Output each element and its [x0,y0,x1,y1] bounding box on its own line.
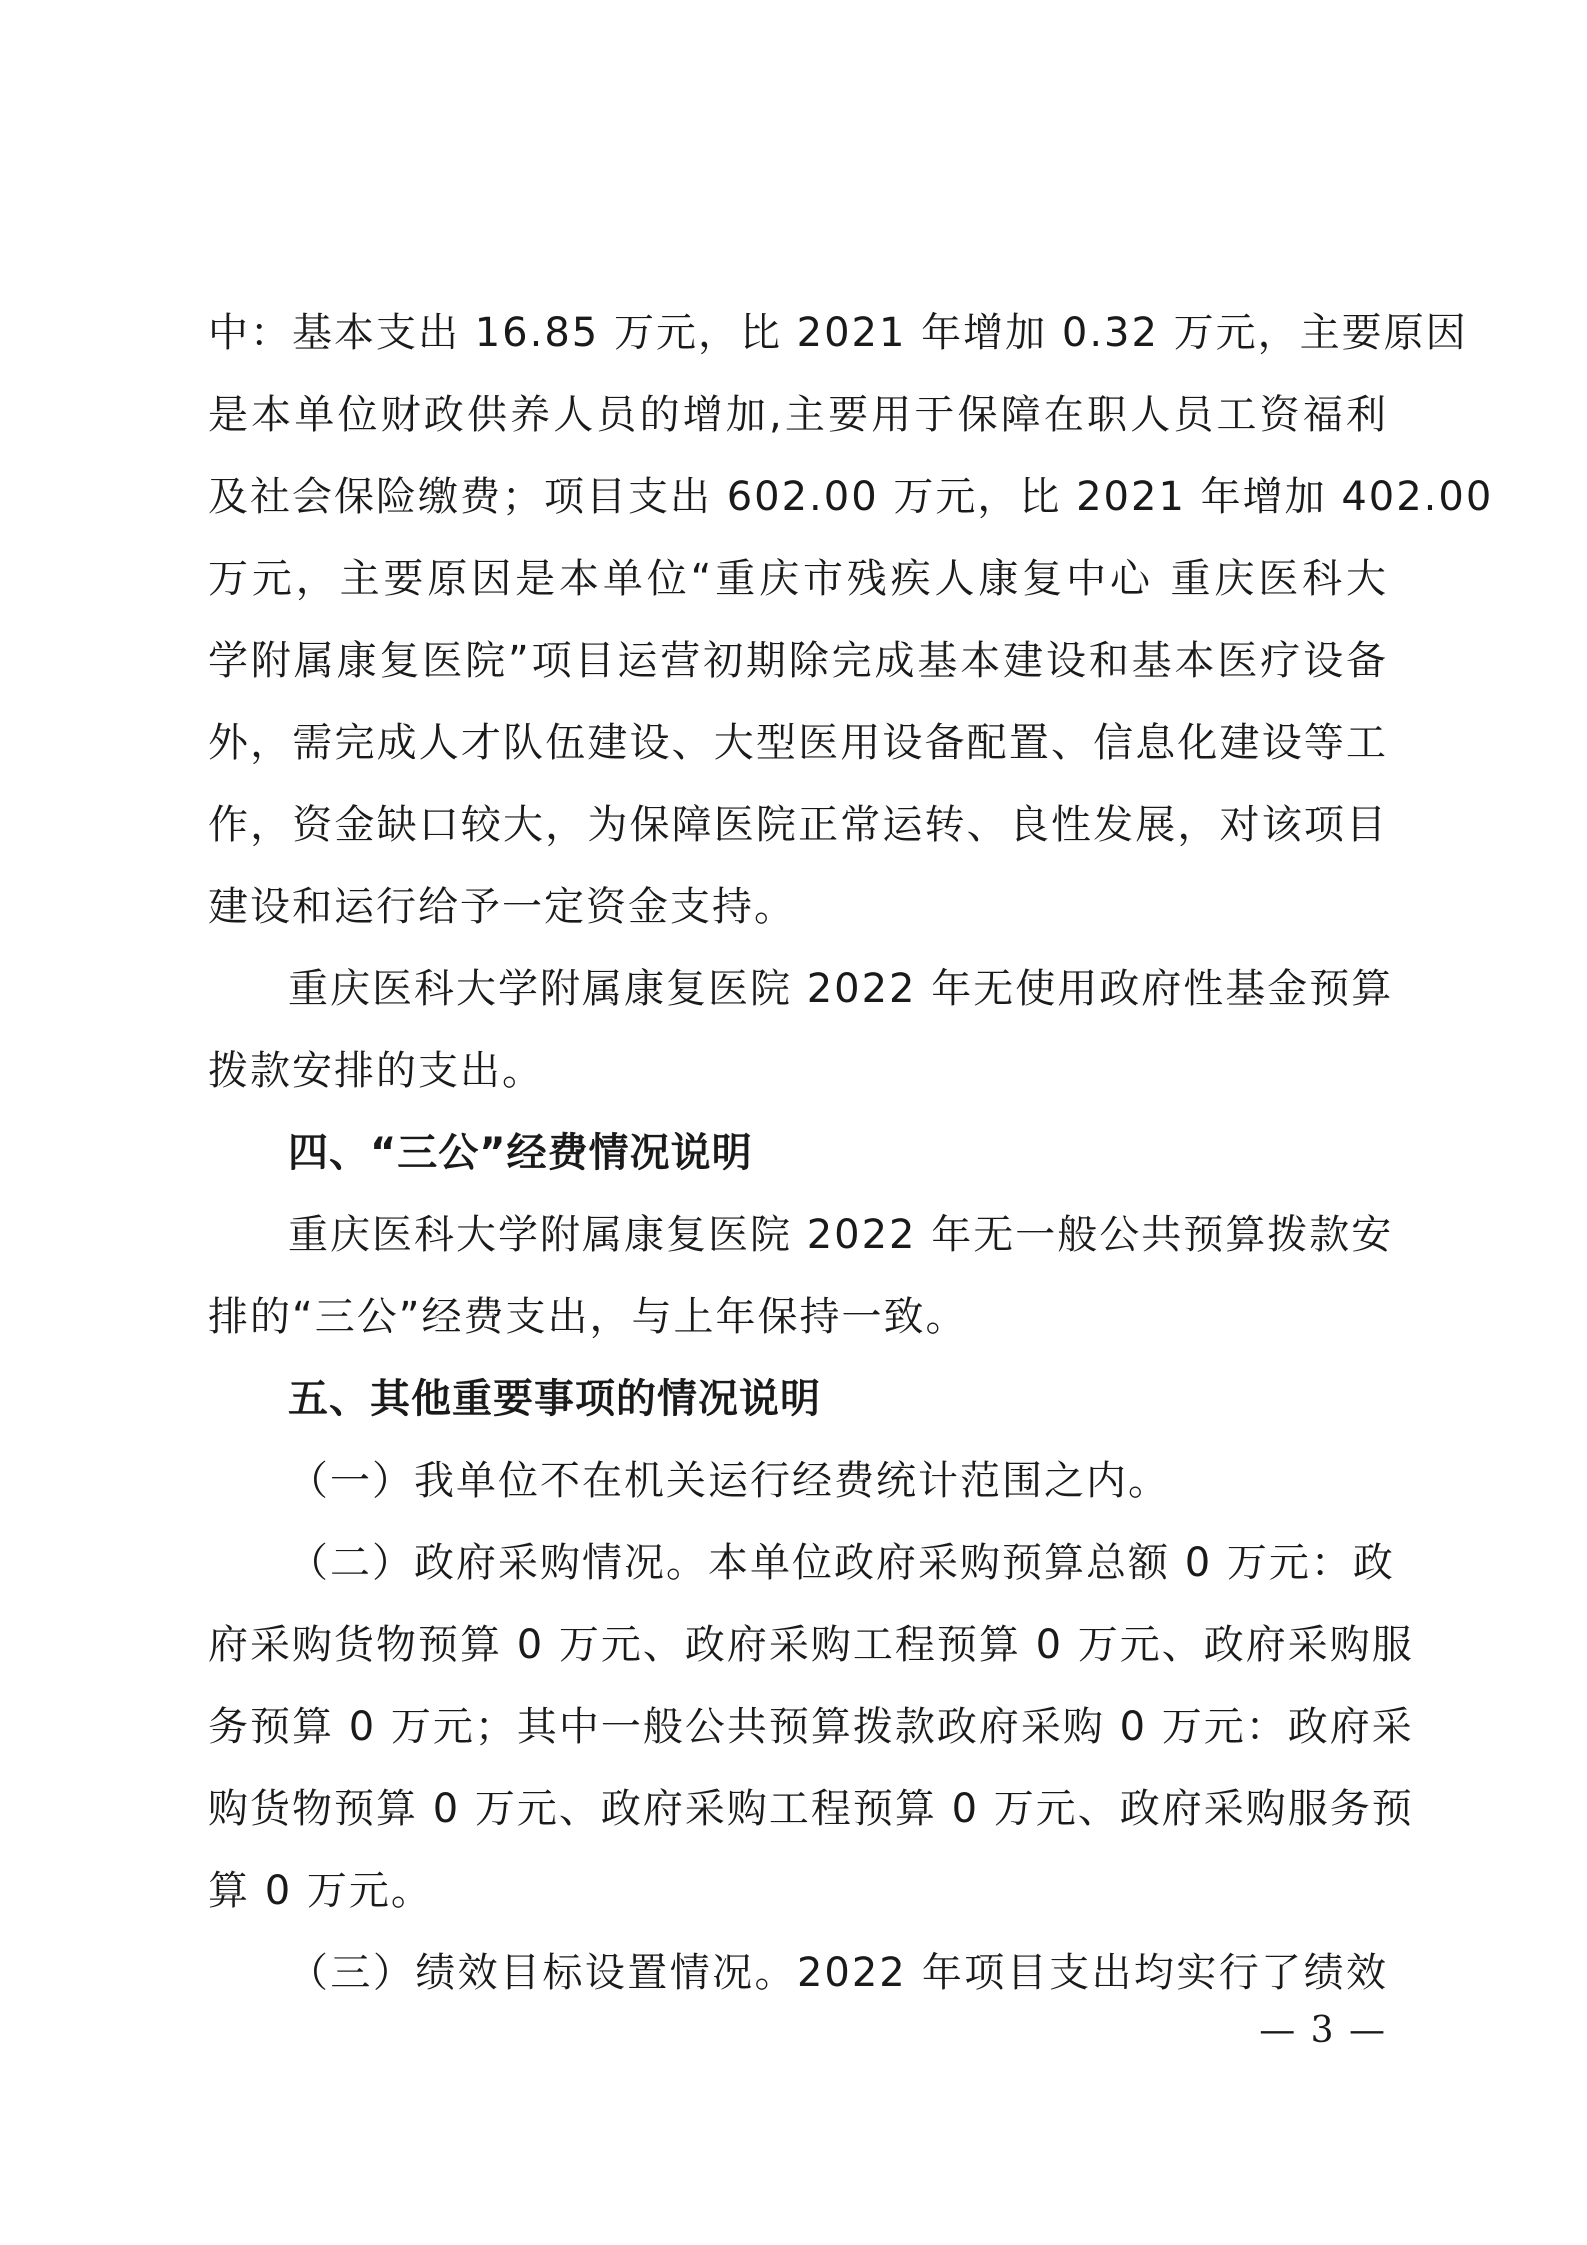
paragraph-line: 重庆医科大学附属康复医院 2022 年无使用政府性基金预算 [288,966,1394,1012]
paragraph-line: 作，资金缺口较大，为保障医院正常运转、良性发展，对该项目 [208,802,1388,848]
paragraph-line: （二）政府采购情况。本单位政府采购预算总额 0 万元：政 [288,1540,1395,1586]
paragraph-line: 排的“三公”经费支出，与上年保持一致。 [208,1294,968,1340]
paragraph-line: 重庆医科大学附属康复医院 2022 年无一般公共预算拨款安 [288,1212,1394,1258]
paragraph-line: 外，需完成人才队伍建设、大型医用设备配置、信息化建设等工 [208,720,1388,766]
paragraph-line: 中：基本支出 16.85 万元，比 2021 年增加 0.32 万元，主要原因 [208,310,1468,356]
list-item-three: （三）绩效目标设置情况。2022 年项目支出均实行了绩效 [288,1950,1388,1996]
paragraph-line: 务预算 0 万元；其中一般公共预算拨款政府采购 0 万元：政府采 [208,1704,1414,1750]
document-body [208,292,1494,2014]
section-heading-four: 四、“三公”经费情况说明 [288,1130,753,1176]
paragraph-line: 建设和运行给予一定资金支持。 [208,884,796,930]
paragraph-line: 购货物预算 0 万元、政府采购工程预算 0 万元、政府采购服务预 [208,1786,1414,1832]
paragraph-line: 拨款安排的支出。 [208,1048,544,1094]
paragraph-line: 府采购货物预算 0 万元、政府采购工程预算 0 万元、政府采购服 [208,1622,1414,1668]
section-heading-five: 五、其他重要事项的情况说明 [288,1376,821,1422]
page-number: — 3 — [1259,2010,1387,2051]
list-item-one: （一）我单位不在机关运行经费统计范围之内。 [288,1458,1170,1504]
paragraph-line: 万元，主要原因是本单位“重庆市残疾人康复中心 重庆医科大 [208,556,1388,602]
paragraph-line: 及社会保险缴费；项目支出 602.00 万元，比 2021 年增加 402.00 [208,474,1494,520]
paragraph-line: 算 0 万元。 [208,1868,433,1914]
paragraph-line: 是本单位财政供养人员的增加,主要用于保障在职人员工资福利 [208,392,1388,438]
paragraph-line: 学附属康复医院”项目运营初期除完成基本建设和基本医疗设备 [208,638,1388,684]
